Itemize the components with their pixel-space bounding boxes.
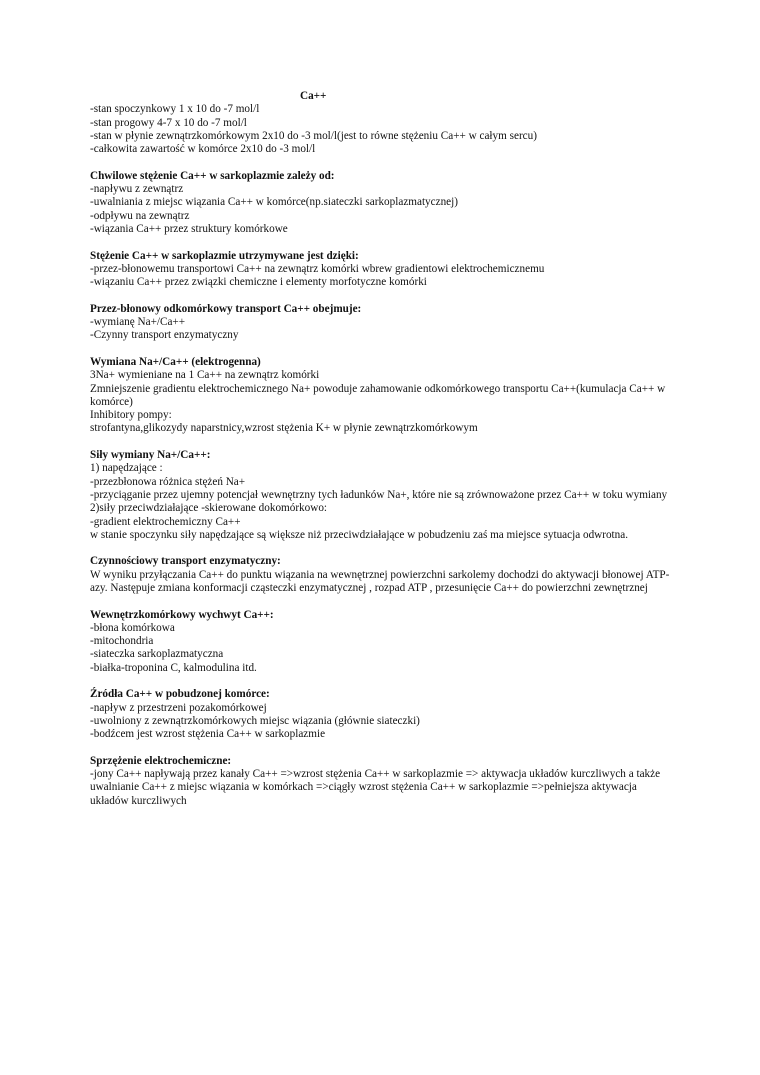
section-line: w stanie spoczynku siły napędzające są większe niż przeciwdziałające w pobudzeniu zaś ma miejsce sytuacja odwrotna. [90, 528, 629, 541]
section-line: -bodźcem jest wzrost stężenia Ca++ w sarkoplazmie [90, 728, 326, 741]
section-heading: Sprzężenie elektrochemiczne: [90, 754, 232, 767]
section-line: -wiązania Ca++ przez struktury komórkowe [90, 222, 288, 235]
section-line: -gradient elektrochemiczny Ca++ [90, 515, 241, 528]
document-body [90, 90, 670, 821]
section-line: -jony Ca++ napływają przez kanały Ca++ =>wzrost stężenia Ca++ w sarkoplazmie => aktywacja układów kurczliwych a także uwalnianie Ca++ z miejsc wiązania w komórkach =>ciągły wzrost stężenia Ca++ w sarkoplazmie =>pełniejsza aktywacja układów kurczliwych [90, 768, 661, 807]
section-8 [90, 688, 670, 741]
document-title: Ca++ [300, 90, 327, 102]
section-heading: Chwilowe stężenie Ca++ w sarkoplazmie zależy od: [90, 169, 335, 182]
section-line: -stan spoczynkowy 1 x 10 do -7 mol/l [90, 103, 260, 116]
section-line: -całkowita zawartość w komórce 2x10 do -3 mol/l [90, 143, 316, 156]
section-line: -wiązaniu Ca++ przez związki chemiczne i elementy morfotyczne komórki [90, 276, 427, 289]
section-1 [90, 170, 670, 236]
section-heading: Stężenie Ca++ w sarkoplazmie utrzymywane jest dzięki: [90, 249, 359, 262]
section-line: 2)siły przeciwdziałające -skierowane dokomórkowo: [90, 502, 328, 515]
sections-container [90, 103, 670, 808]
section-6 [90, 555, 670, 595]
section-5 [90, 449, 670, 542]
section-line: -przez-błonowemu transportowi Ca++ na zewnątrz komórki wbrew gradientowi elektrochemicznemu [90, 262, 545, 275]
section-line: -stan w płynie zewnątrzkomórkowym 2x10 do -3 mol/l(jest to równe stężeniu Ca++ w całym sercu) [90, 129, 537, 142]
section-7 [90, 609, 670, 675]
section-line: W wyniku przyłączania Ca++ do punktu wiązania na wewnętrznej powierzchni sarkolemy dochodzi do aktywacji błonowej ATP-azy. Następuje zmiana konformacji cząsteczki enzymatycznej , rozpad ATP , przesunięcie Ca++ do powierzchni zewnętrznej [90, 568, 670, 594]
section-2 [90, 250, 670, 290]
section-heading: Czynnościowy transport enzymatyczny: [90, 555, 281, 568]
section-line: -przezbłonowa różnica stężeń Na+ [90, 475, 246, 488]
section-line: strofantyna,glikozydy naparstnicy,wzrost stężenia K+ w płynie zewnątrzkomórkowym [90, 422, 478, 435]
section-line: -siateczka sarkoplazmatyczna [90, 648, 224, 661]
section-heading: Przez-błonowy odkomórkowy transport Ca++ obejmuje: [90, 302, 362, 315]
section-3 [90, 303, 670, 343]
section-heading: Wewnętrzkomórkowy wychwyt Ca++: [90, 608, 274, 621]
section-line: -napływ z przestrzeni pozakomórkowej [90, 701, 267, 714]
section-heading: Wymiana Na+/Ca++ (elektrogenna) [90, 355, 261, 368]
section-heading: Źródła Ca++ w pobudzonej komórce: [90, 688, 270, 701]
section-9 [90, 755, 670, 808]
section-line: -białka-troponina C, kalmodulina itd. [90, 661, 257, 674]
section-line: -przyciąganie przez ujemny potencjał wewnętrzny tych ładunków Na+, które nie są zrównoważone przez Ca++ w toku wymiany [90, 488, 668, 501]
section-line: Zmniejszenie gradientu elektrochemicznego Na+ powoduje zahamowanie odkomórkowego transportu Ca++(kumulacja Ca++ w komórce) [90, 382, 666, 408]
section-line: -uwalniania z miejsc wiązania Ca++ w komórce(np.siateczki sarkoplazmatycznej) [90, 196, 458, 209]
section-line: 3Na+ wymieniane na 1 Ca++ na zewnątrz komórki [90, 369, 320, 382]
section-line: Inhibitory pompy: [90, 409, 172, 422]
section-line: -wymianę Na+/Ca++ [90, 316, 186, 329]
section-line: -Czynny transport enzymatyczny [90, 329, 239, 342]
section-line: -błona komórkowa [90, 621, 175, 634]
section-line: -mitochondria [90, 635, 154, 648]
section-line: -stan progowy 4-7 x 10 do -7 mol/l [90, 116, 247, 129]
section-4 [90, 356, 670, 436]
section-heading: Siły wymiany Na+/Ca++: [90, 449, 211, 462]
section-line: -uwolniony z zewnątrzkomórkowych miejsc wiązania (głównie siateczki) [90, 714, 420, 727]
section-line: -odpływu na zewnątrz [90, 209, 190, 222]
section-line: 1) napędzające : [90, 462, 163, 475]
section-line: -napływu z zewnątrz [90, 183, 184, 196]
section-0 [90, 103, 670, 156]
